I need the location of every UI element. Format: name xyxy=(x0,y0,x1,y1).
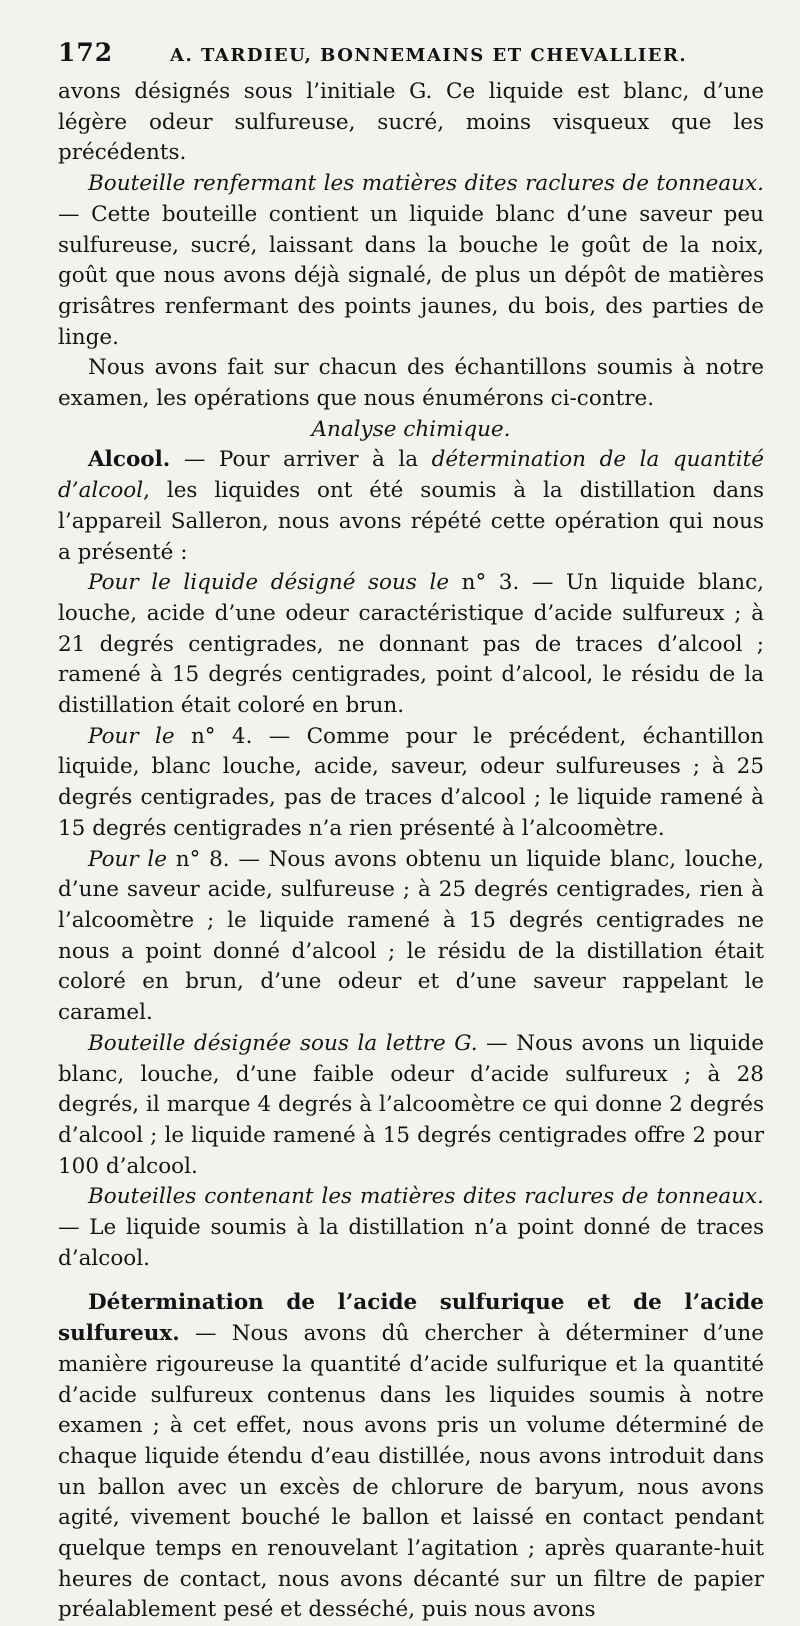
paragraph-lead: Pour le liquide désigné sous le xyxy=(88,570,450,596)
paragraph-lead: Pour le xyxy=(88,723,175,749)
paragraph-sample-g-description xyxy=(58,77,764,169)
paragraph-text: Nous avons fait sur chacun des échantillons soumis à notre examen, les opérations que nous énumérons ci-contre. xyxy=(58,355,764,412)
paragraph-number: n° 3. xyxy=(449,570,520,596)
paragraph-liquid-n3 xyxy=(58,568,764,722)
paragraph-operations-intro xyxy=(58,353,764,414)
paragraph-raclures-bottles xyxy=(58,1182,764,1274)
paragraph-text: — Pour arriver à la xyxy=(170,447,432,473)
running-title: A. TARDIEU, BONNEMAINS ET CHEVALLIER. xyxy=(170,45,688,66)
paragraph-number: n° 4. xyxy=(174,723,253,749)
paragraph-emphasis: détermination de la quantité d’alcool xyxy=(58,447,764,504)
paragraph-text: avons désignés sous l’initiale G. Ce liquide est blanc, d’une légère odeur sulfureuse, sucré, moins visqueux que les précédents. xyxy=(58,79,764,166)
paragraph-text: — Le liquide soumis à la distillation n’a point donné de traces d’alcool. xyxy=(58,1215,764,1271)
paragraph-raclures-bottle xyxy=(58,169,764,353)
paragraph-text: — Comme pour le précédent, échantillon liquide, blanc louche, acide, saveur, odeur sulfureuses ; à 25 degrés centigrades, pas de traces d’alcool ; le liquide ramené à 15 degrés centigrades n’a rien présenté à l’alcoomètre. xyxy=(58,723,764,841)
paragraph-alcool xyxy=(58,445,764,568)
section-heading-analyse: Analyse chimique. xyxy=(311,416,511,442)
running-head xyxy=(58,38,764,67)
paragraph-acide-sulfurique xyxy=(58,1288,764,1626)
section-gap xyxy=(58,1274,764,1288)
paragraph-text: — Un liquide blanc, louche, acide d’une odeur caractéristique d’acide sulfureux ; à 21 degrés centigrades, ne donnant pas de traces d’alcool ; ramené à 15 degrés centigrades, point d’alcool, le résidu de la distillation était coloré en brun. xyxy=(58,570,764,719)
page-number: 172 xyxy=(58,38,114,67)
paragraph-text: — Nous avons dû chercher à déterminer d’une manière rigoureuse la quantité d’acide sulfurique et la quantité d’acide sulfureux contenus dans les liquides soumis à notre examen ; à cet effet, nous avons pris un volume déterminé de chaque liquide étendu d’eau distillée, nous avons introduit dans un ballon avec un excès de chlorure de baryum, nous avons agité, vivement bouché le ballon et laissé en contact pendant quelque temps en renouvelant l’agitation ; après quarante-huit heures de contact, nous avons décanté sur un filtre de papier préalablement pesé et desséché, puis nous avons xyxy=(58,1321,764,1623)
paragraph-lead: Pour le xyxy=(88,846,168,872)
paragraph-lead: Bouteille désignée sous la lettre G. xyxy=(88,1030,478,1056)
paragraph-liquid-n8 xyxy=(58,845,764,1029)
paragraph-liquid-n4 xyxy=(58,722,764,845)
paragraph-text: , les liquides ont été soumis à la distillation dans l’appareil Salleron, nous avons répété cette opération qui nous a présenté : xyxy=(58,478,764,565)
paragraph-bottle-g xyxy=(58,1029,764,1183)
paragraph-lead: Bouteilles contenant les matières dites raclures de tonneaux. xyxy=(88,1184,764,1210)
paragraph-lead: Détermination de l’acide sulfurique et de l’acide sulfureux. xyxy=(58,1290,764,1347)
paragraph-lead: Bouteille renfermant les matières dites raclures de tonneaux. xyxy=(88,171,764,197)
paragraph-lead: Alcool. xyxy=(88,447,171,473)
paragraph-text: — Nous avons un liquide blanc, louche, d’une faible odeur d’acide sulfureux ; à 28 degrés, il marque 4 degrés à l’alcoomètre ce qui donne 2 degrés d’alcool ; le liquide ramené à 15 degrés centigrades offre 2 pour 100 d’alcool. xyxy=(58,1030,764,1179)
paragraph-text: — Cette bouteille contient un liquide blanc d’une saveur peu sulfureuse, sucré, laissant dans la bouche le goût de la noix, goût que nous avons déjà signalé, de plus un dépôt de matières grisâtres renfermant des points jaunes, du bois, des parties de linge. xyxy=(58,201,764,350)
paragraph-number: n° 8. xyxy=(167,846,230,872)
paragraph-text: — Nous avons obtenu un liquide blanc, louche, d’une saveur acide, sulfureuse ; à 25 degrés centigrades, rien à l’alcoomètre ; le liquide ramené à 15 degrés centigrades ne nous a point donné d’alcool ; le résidu de la distillation était coloré en brun, d’une odeur et d’une saveur rappelant le caramel. xyxy=(58,846,764,1026)
